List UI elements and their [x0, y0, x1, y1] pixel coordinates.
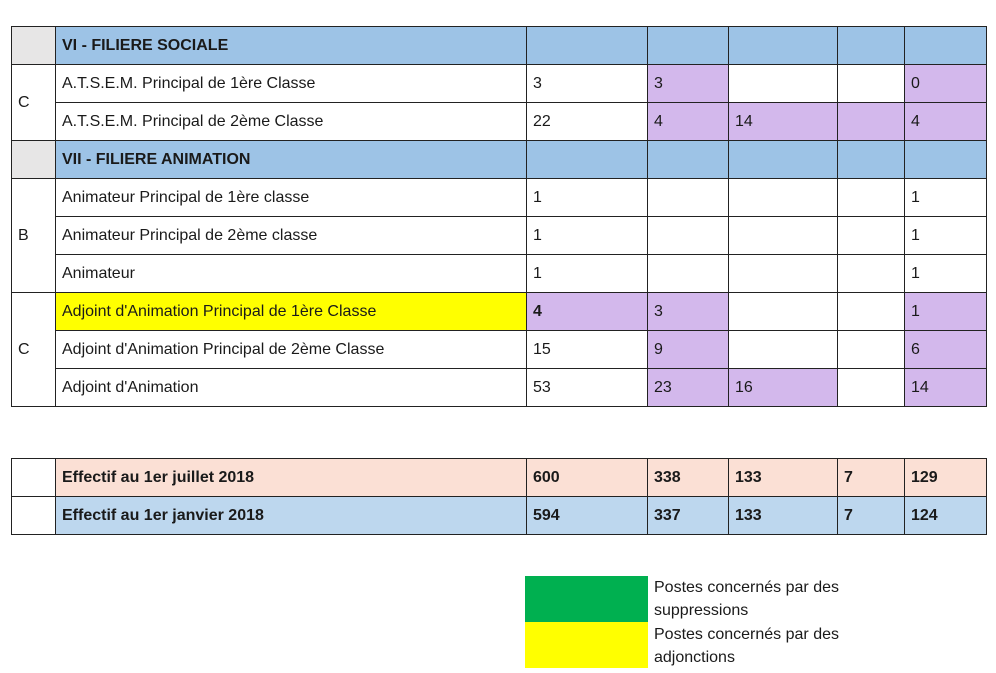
value-cell: [648, 217, 729, 255]
value-cell: 3: [648, 65, 729, 103]
grade-label: Adjoint d'Animation: [56, 369, 527, 407]
total-value: 337: [648, 497, 729, 535]
table-row: [12, 103, 987, 141]
value-cell: [729, 179, 838, 217]
value-cell: 4: [648, 103, 729, 141]
value-cell: 1: [905, 293, 987, 331]
section-header-sociale: [12, 27, 987, 65]
legend-swatch-green: [525, 576, 648, 622]
total-value: 600: [527, 459, 648, 497]
grade-label: A.T.S.E.M. Principal de 1ère Classe: [56, 65, 527, 103]
grade-label: Animateur Principal de 1ère classe: [56, 179, 527, 217]
value-cell: [838, 255, 905, 293]
total-value: 7: [838, 459, 905, 497]
value-cell: 14: [905, 369, 987, 407]
section-header-animation: [12, 141, 987, 179]
total-value: 594: [527, 497, 648, 535]
value-cell: 1: [905, 255, 987, 293]
effectifs-table: [11, 26, 987, 407]
legend-swatch-yellow: [525, 622, 648, 668]
value-cell: 15: [527, 331, 648, 369]
section-title: VI - FILIERE SOCIALE: [56, 27, 527, 65]
total-value: 124: [905, 497, 987, 535]
value-cell: [838, 65, 905, 103]
value-cell: 1: [905, 179, 987, 217]
value-cell: [729, 255, 838, 293]
value-cell: 3: [527, 65, 648, 103]
value-cell: [838, 293, 905, 331]
value-cell: [648, 179, 729, 217]
category-cell: B: [12, 179, 56, 293]
legend-text: Postes concernés par des adjonctions: [654, 626, 839, 666]
grade-label: Adjoint d'Animation Principal de 1ère Classe: [56, 293, 527, 331]
value-cell: 1: [527, 255, 648, 293]
value-cell: [648, 255, 729, 293]
table-row: [12, 217, 987, 255]
total-value: 7: [838, 497, 905, 535]
table-row: [12, 255, 987, 293]
value-cell: [729, 217, 838, 255]
value-cell: [729, 331, 838, 369]
total-label: Effectif au 1er janvier 2018: [56, 497, 527, 535]
table-row: [12, 65, 987, 103]
value-cell: 6: [905, 331, 987, 369]
total-value: 338: [648, 459, 729, 497]
value-cell: 14: [729, 103, 838, 141]
value-cell: 16: [729, 369, 838, 407]
total-value: 133: [729, 459, 838, 497]
grade-label: A.T.S.E.M. Principal de 2ème Classe: [56, 103, 527, 141]
value-cell: [838, 179, 905, 217]
value-cell: 1: [527, 179, 648, 217]
value-cell: [729, 65, 838, 103]
total-value: 129: [905, 459, 987, 497]
value-cell: 9: [648, 331, 729, 369]
table-row: [12, 369, 987, 407]
table-row: [12, 179, 987, 217]
value-cell: 4: [905, 103, 987, 141]
section-title: VII - FILIERE ANIMATION: [56, 141, 527, 179]
total-value: 133: [729, 497, 838, 535]
value-cell: [838, 369, 905, 407]
table-row: [12, 331, 987, 369]
total-row-july: [12, 459, 987, 497]
value-cell: [838, 217, 905, 255]
category-cell: [12, 27, 56, 65]
grade-label: Adjoint d'Animation Principal de 2ème Classe: [56, 331, 527, 369]
total-row-january: [12, 497, 987, 535]
value-cell: 3: [648, 293, 729, 331]
table-row: [12, 293, 987, 331]
category-cell: C: [12, 65, 56, 141]
legend-text: Postes concernés par des suppressions: [654, 579, 839, 619]
value-cell: 1: [527, 217, 648, 255]
value-cell: [838, 103, 905, 141]
value-cell: 53: [527, 369, 648, 407]
totals-table: [11, 458, 987, 535]
category-cell: [12, 141, 56, 179]
total-label: Effectif au 1er juillet 2018: [56, 459, 527, 497]
category-cell: C: [12, 293, 56, 407]
value-cell: [838, 331, 905, 369]
value-cell: 22: [527, 103, 648, 141]
value-cell: 1: [905, 217, 987, 255]
value-cell: 4: [527, 293, 648, 331]
grade-label: Animateur Principal de 2ème classe: [56, 217, 527, 255]
value-cell: 23: [648, 369, 729, 407]
value-cell: [729, 293, 838, 331]
value-cell: 0: [905, 65, 987, 103]
grade-label: Animateur: [56, 255, 527, 293]
